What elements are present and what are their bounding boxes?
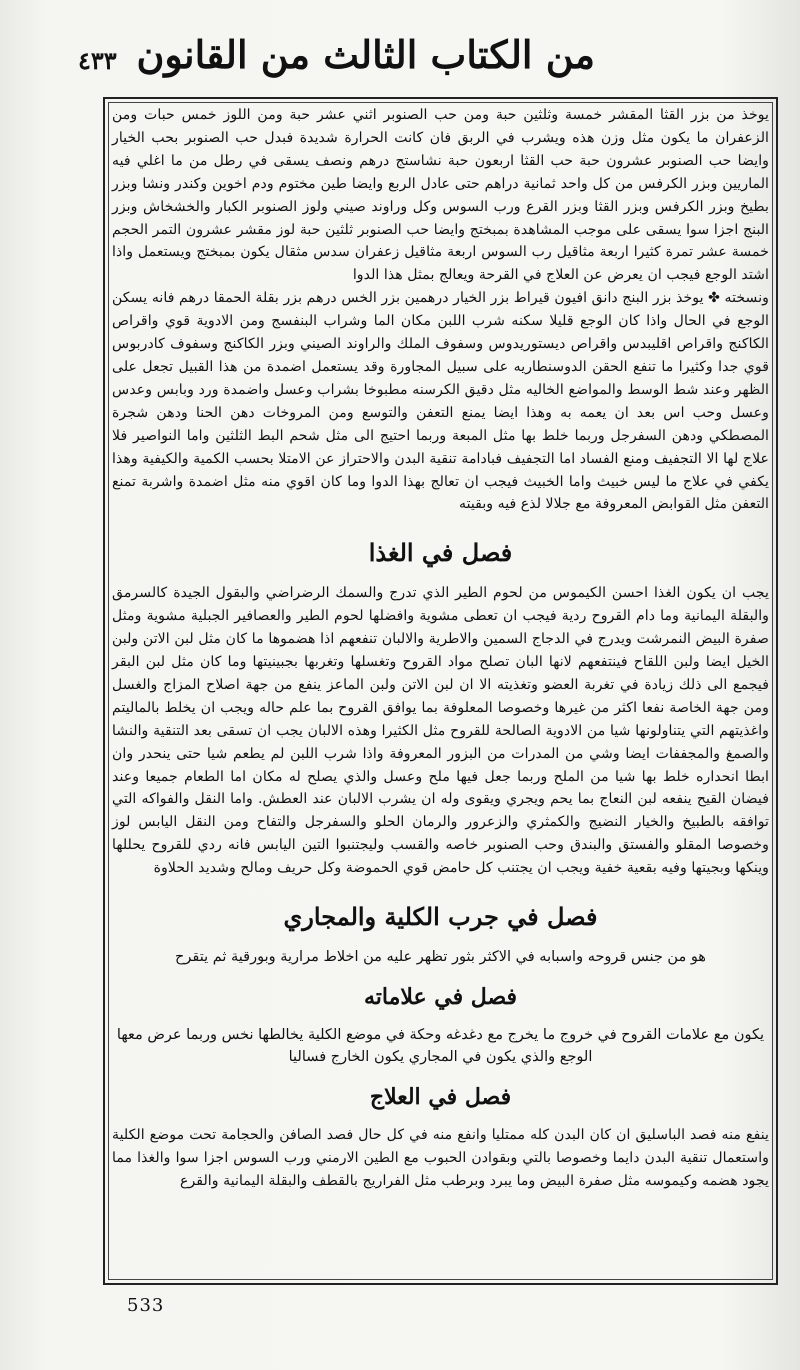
asterism-icon: ✤ (708, 290, 720, 307)
formula-lead: ونسخته (724, 290, 770, 307)
section-heading-nutrition: فصل في الغذا (368, 538, 513, 568)
intro-paragraph: يوخذ من بزر القثا المقشر خمسة وثلثين حبة ومن حب الصنوبر اثني عشر حبة ومن اللوز خمس حبات ومن الزعفران ما يكون مثل وزن هذه ويشرب في الربق فان كانت الحرارة شديدة فبدل حب الصنوبر بحب الخيار وايضا حب الصنوبر عشرون حبة حب القثا اربعون حبة نشاستج درهم ونصف يسقى في رطل من ما اغلي فيه الماريين وبزر الكرفس من كل واحد ثمانية دراهم حتى عادل الربع وايضا طين مختوم ودم اخوين وكندر ونشا وبزر بطيخ وبزر الكرفس وبزر القثا وبزر القرع ورب السوس وكل وراوند صيني ولوز الصنوبر الكبار والخشخاش وبزر البنج اجزا سوا يسقى على موجب المشاهدة بمبختج وايضا حب الصنوبر ثلثين حبة لوز مقشر عشرون التمر الحجم خمسة عشر تمرة كثيرا اربعة مثاقيل رب السوس اربعة مثاقيل زعفران سدس مثقال يكون بمبختج ويستعمل واذا اشتد الوجع فيجب ان يعرض عن العلاج في القرحة ويعالج بمثل هذا الدوا (112, 107, 769, 284)
section-text-signs: يكون مع علامات القروح في خروج ما يخرج مع دغدغه وحكة في موضع الكلية يخالطها نخس وربما عرض معها الوجع والذي يكون في المجاري يكون الخارج فساليا (116, 1027, 765, 1066)
formula-text: يوخذ بزر البنج دانق افيون قيراط بزر الخيار درهمين بزر الخس درهم بزر بقلة الحمقا درهم فانه يسكن الوجع في الحال واذا كان الوجع قليلا سكنه شرب اللبن مكان الما وشراب البنفسج ومن الادوية قوي واقراص الكاكنج واقراص اقليبدس واقراص ديستوريدوس وسفوف الملك والراوند الصيني وبزر الكاكنج وسفوف كادربوس قوي جدا وكثيرا ما تنفع الحقن الدوسنطاريه على سبيل المجاورة وقد يستعمل اضمدة من هذا القبيل تجعل على الظهر وعند شط الوسط والمواضع الخاليه مثل دقيق الكرسنه مطبوخا بشراب وعسل واضمدة ورد وبابس وعدس وعسل وحب اس بعد ان يعمه به وهذا ايضا يمنع التعفن والتوسع ومن المروخات دهن الحنا ودهن شجرة المصطكي ودهن السفرجل وربما خلط بها مثل المبعة وربما احتيج الى مثل شحم البط الثلثين واما النواصير فلا علاج لها الا التجفيف ومنع الفساد اما التجفيف فبادامة تنقية البدن والاحتراز عن الامتلا بحسب الكمية والكيفية وهذا يكفي في علاج ما ليس خبيث واما الخبيث فيجب ان تعالج بهذا الدوا وما كان اقوي منه مثل اضمدة واشربة تمنع التعفن مثل القوابض المعروفة مع جلالا لذع فيه وبقيته (112, 290, 769, 513)
section-heading-treatment: فصل في العلاج (369, 1084, 512, 1111)
header-page-number: ٤٣٣ (78, 46, 117, 75)
section-text-treatment: ينفع منه فصد الباسليق ان كان البدن كله ممتليا وانفع منه في كل حال فصد الصافن والحجامة تحت موضع الكلية واستعمال تنقية البدن دايما وخصوصا بالتي وبقوادن الحبوب مع الطين الارمني ورب السوس اجزا سوا والغذا مما يجود هضمه وكيموسه مثل صفرة البيض وما يبرد وبرطب مثل الفراريج بالقطف والبقلة اليمانية والقرع (112, 1127, 769, 1189)
formula-paragraph (112, 287, 769, 516)
page-header (40, 28, 780, 94)
page-body (112, 104, 769, 1193)
footer-page-number: 533 (127, 1295, 165, 1316)
running-title: من الكتاب الثالث من القانون (136, 32, 595, 77)
section-heading-kidney-scabies: فصل في جرب الكلية والمجاري (283, 902, 598, 932)
section-heading-signs: فصل في علاماته (363, 984, 518, 1011)
section-text-nutrition: يجب ان يكون الغذا احسن الكيموس من لحوم الطير الذي تدرج والسمك الرضراضي والبقول الجيدة كالسرمق والبقلة اليمانية وما دام القروح ردية فيجب ان تعطى مشوية وافضلها لحوم الطير والعصافير الجبلية مشوية ومثل صفرة البيض النمرشت ويدرج في الدجاج السمين والاطرية والالبان تنفعهم اذا هضموها ما كان مثل لبن الاتن ولبن الخيل ايضا ولبن اللقاح فينتفعهم لانها البان تصلح مواد القروح وتغسلها وتغربها بجبينيتها وما كان مثل لبن البقر فيجمع الى ذلك زيادة في تغربة العضو وتغذيته الا ان لبن الاتن ولبن الماعز ينفع من جهة اصلاح المزاج والغسل ومن جهة الخاصة نفعا اكثر من غيرها وخصوصا المعلوفة بما يوافق القروح بما علم حاله ويجب ان يخلط بالماليتم واغذيتهم التي يتناولونها شيا من الادوية الصالحة للقروح مثل الكثيرا وهذه الالبان يجب ان تسقى بعد التنقية والنشا والصمغ والمجففات ايضا وشي من المدرات من البزور المعروفة واذا شرب اللبن لم يطعم شيا حتى ينحدر وان ابطا انحداره خلط بها شيا من الملح وربما جعل فيها ملح وعسل والذي يصلح له مكان اما الطعام جميعا وعند فيضان القيح ينفعه لبن النعاج بما يحم ويجري ويقوى وله ان يشرب الالبان عند العطش. واما النقل والفواكه التي توافقه بالطبيخ والخيار النضيج والكمثري والزعرور والرمان الحلو والسفرجل والتفاح ومن النقل اليابس لوز وخصوصا المقلو والفستق والبندق وحب الصنوبر خاصه والقسب وليجتنبوا التين اليابس فانه ردي للقروح يحللها وينكها وبجيتها وفيه بقعية خفية ويجب ان يجتنب كل حامض قوي الحموضة وكل حريف ومالح وشديد الحلاوة (112, 585, 769, 877)
section-text-kidney-scabies: هو من جنس قروحه واسبابه في الاكثر بثور تظهر عليه من اخلاط مرارية وبورقية ثم يتقرح (175, 949, 706, 966)
